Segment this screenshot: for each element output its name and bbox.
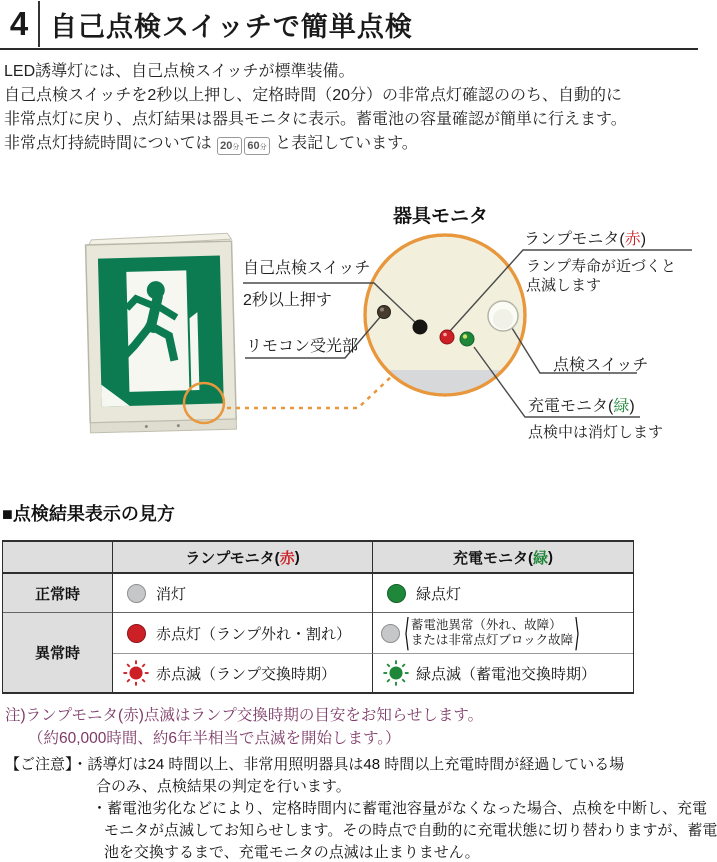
charge-led-glint — [463, 334, 467, 338]
duration-badge-20min: 20分 — [217, 137, 242, 155]
intro-line — [4, 132, 696, 156]
purple-note-line1: 注)ランプモニタ(赤)点滅はランプ交換時期の目安をお知らせします。 — [5, 707, 484, 724]
section-header — [0, 0, 698, 50]
normal-lamp-cell — [113, 574, 373, 613]
led-green-blink-icon — [382, 659, 410, 687]
red-char: 赤 — [624, 231, 641, 248]
abnormal-lamp-on-text: 赤点灯（ランプ外れ・割れ） — [156, 625, 352, 643]
caution-line3: ・蓄電池劣化などにより、定格時間内に蓄電池容量がなくなった場合、点検を中断し、充電 — [92, 800, 708, 817]
fault-line1: 蓄電池異常（外れ、故障） — [410, 618, 562, 632]
intro-line4-suffix: と表記しています。 — [270, 135, 418, 152]
led-off-icon — [381, 624, 400, 643]
led-red-blink-icon — [122, 659, 150, 687]
table-section-title: ■点検結果表示の見方 — [2, 504, 175, 524]
lamp-monitor-label: ランプモニタ(赤) — [524, 231, 647, 248]
fault-lines — [411, 618, 573, 648]
red-char: 赤 — [279, 549, 295, 567]
self-check-switch-label: 自己点検スイッチ — [243, 260, 371, 277]
fault-bracket-box — [404, 610, 580, 656]
remote-sensor-dot — [378, 306, 391, 319]
remote-sensor-glint — [380, 308, 384, 312]
caution-line5: 池を交換するまで、充電モニタの点滅は止まりません。 — [104, 844, 480, 861]
result-table — [2, 540, 634, 694]
intro-paragraph — [4, 60, 696, 156]
led-green-icon — [387, 584, 406, 603]
charge-monitor-label: 充電モニタ(緑) — [528, 398, 635, 415]
check-switch-label: 点検スイッチ — [553, 357, 649, 374]
table-header-charge: 充電モニタ( 緑 ) — [373, 542, 633, 574]
lamp-monitor-desc1: ランプ寿命が近づくと — [526, 258, 677, 275]
self-check-diagram — [0, 195, 698, 490]
abnormal-charge-fault-cell — [373, 610, 633, 656]
monitor-title: 器具モニタ — [393, 206, 489, 227]
green-char: 緑 — [613, 398, 630, 415]
lamp-led-glint — [443, 333, 447, 337]
led-red-icon — [127, 624, 146, 643]
abnormal-charge-blink-text: 緑点滅（蓄電池交換時期） — [416, 665, 597, 683]
table-header-lamp: ランプモニタ( 赤 ) — [113, 542, 373, 574]
fault-line2: または非常点灯ブロック故障 — [410, 633, 574, 647]
close-angle-bracket: ⟩ — [574, 610, 580, 656]
lamp-monitor-desc2: 点滅します — [526, 277, 602, 294]
abnormal-lamp-blink-text: 赤点滅（ランプ交換時期） — [156, 665, 337, 683]
purple-note-line2: （約60,000時間、約6年半相当で点滅を開始します。） — [28, 730, 401, 747]
highlight-circle — [184, 383, 224, 423]
caution-line4: モニタが点滅してお知らせします。その時点で自動的に充電状態に切り替わりますが、蓄電 — [104, 822, 717, 839]
abnormal-lamp-on-cell — [113, 613, 373, 654]
charge-monitor-led — [460, 332, 474, 346]
self-check-switch-dot[interactable] — [413, 320, 428, 335]
lamp-monitor-led — [440, 330, 454, 344]
led-off-icon — [127, 584, 146, 603]
charge-monitor-desc: 点検中は消灯します — [528, 424, 664, 441]
dotted-leader-line — [227, 376, 392, 408]
caution-line1: 【ご注意】・誘導灯は24 時間以上、非常用照明器具は48 時間以上充電時間が経過している場 — [5, 756, 625, 773]
green-char: 緑 — [532, 549, 548, 567]
row-label-normal: 正常時 — [3, 574, 113, 613]
abnormal-lamp-blink-cell — [113, 654, 373, 692]
intro-line4-prefix: 非常点灯持続時間については — [4, 135, 217, 152]
self-check-press-label: 2秒以上押す — [243, 292, 332, 309]
table-header-empty — [3, 542, 113, 574]
page-title: 自己点検スイッチで簡単点検 — [50, 11, 413, 42]
section-number: 4 — [9, 5, 29, 42]
intro-line: LED誘導灯には、自己点検スイッチが標準装備。 — [4, 63, 355, 80]
duration-badge-60min: 60分 — [244, 137, 269, 155]
normal-lamp-text: 消灯 — [156, 585, 187, 603]
abnormal-charge-blink-cell — [373, 654, 633, 692]
caution-line2: 合のみ、点検結果の判定を行います。 — [96, 778, 351, 795]
normal-charge-cell — [373, 574, 633, 613]
check-switch-button-inner — [493, 309, 513, 329]
intro-line: 自己点検スイッチを2秒以上押し、定格時間（20分）の非常点灯確認ののち、自動的に — [4, 87, 623, 104]
open-angle-bracket: ⟨ — [404, 610, 410, 656]
intro-line: 非常点灯に戻り、点灯結果は器具モニタに表示。蓄電池の容量確認が簡単に行えます。 — [4, 111, 627, 128]
normal-charge-text: 緑点灯 — [416, 585, 462, 603]
remote-sensor-label: リモコン受光部 — [246, 338, 359, 355]
row-label-abnormal: 異常時 — [3, 613, 113, 692]
